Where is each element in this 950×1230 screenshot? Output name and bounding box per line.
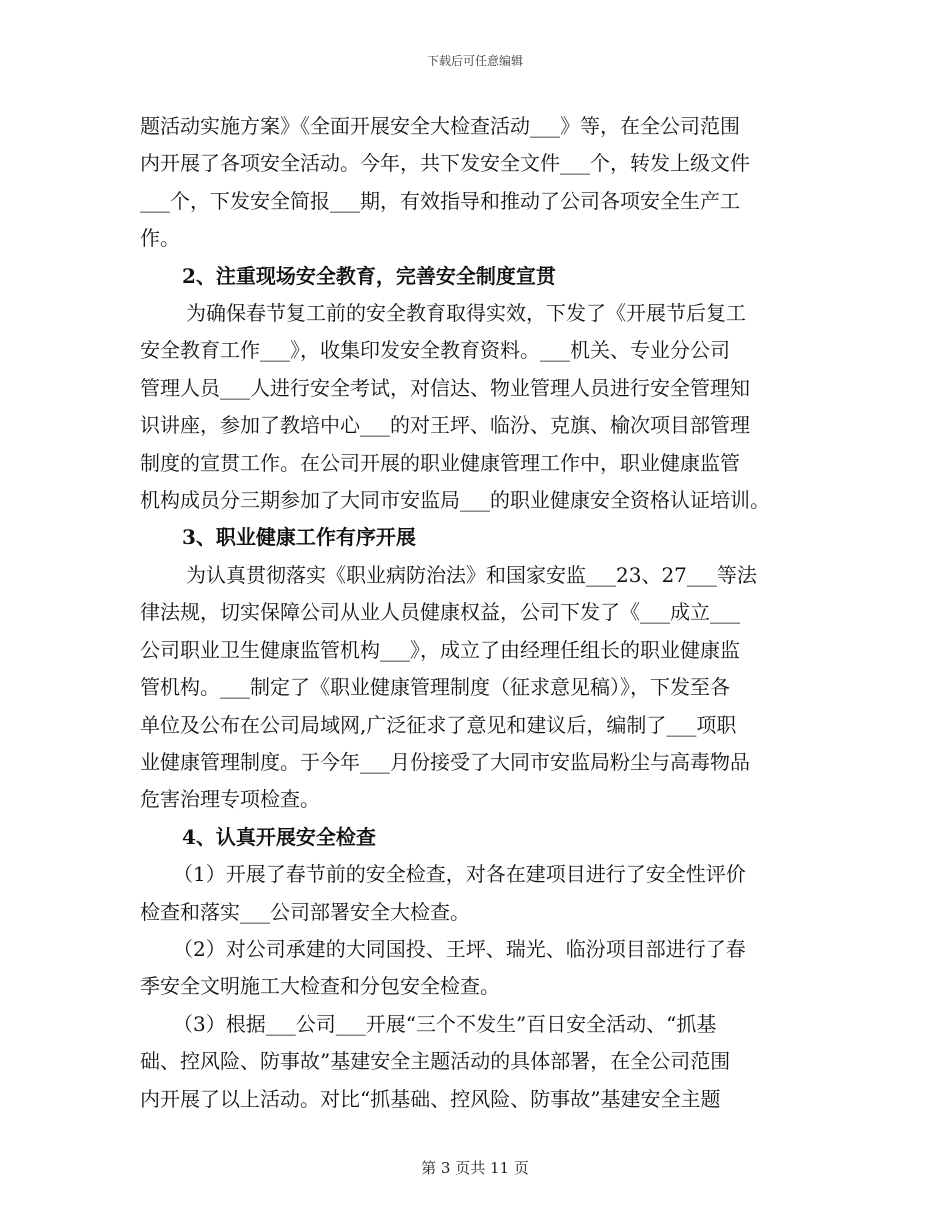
paragraph-safety-education [140,295,815,519]
paragraph-check-item-1 [140,856,815,931]
paragraph-check-item-2 [140,931,815,1006]
page-header: 下载后可任意编辑 [426,54,523,68]
text-line: （2）对公司承建的大同国投、王坪、瑞光、临汾项目部进行了春 [173,936,746,961]
text-line: 础、控风险、防事故”基建安全主题活动的具体部署，在全公司范围 [140,1049,731,1074]
text-line: 单位及公布在公司局域网,广泛征求了意见和建议后，编制了___项职 [140,712,737,737]
text-line: 业健康管理制度。于今年___月份接受了大同市安监局粉尘与高毒物品 [140,749,750,774]
text-line: 制度的宣贯工作。在公司开展的职业健康管理工作中，职业健康监管 [140,450,740,475]
text-line: 机构成员分三期参加了大同市安监局___的职业健康安全资格认证培训。 [140,488,770,513]
text-line: 题活动实施方案》《全面开展安全大检查活动___》等，在全公司范围 [140,114,740,138]
text-line: 安全教育工作___》，收集印发安全教育资料。___机关、专业分公司 [140,338,730,363]
text-line: 作。 [140,226,180,251]
text-line: 识讲座，参加了教培中心___的对王坪、临汾、克旗、榆次项目部管理 [140,413,750,438]
paragraph-activities-summary [140,108,815,258]
text-line: （1）开展了春节前的安全检查，对各在建项目进行了安全性评价 [173,862,746,887]
section-heading-4: 4、认真开展安全检查 [182,824,376,849]
paragraph-check-item-3 [140,1006,815,1118]
text-line: 内开展了以上活动。对比“抓基础、控风险、防事故”基建安全主题 [140,1086,721,1111]
text-line: 为确保春节复工前的安全教育取得实效，下发了《开展节后复工 [186,301,746,326]
text-line: 检查和落实___公司部署安全大检查。 [140,899,470,924]
section-heading-3: 3、职业健康工作有序开展 [182,525,416,550]
text-line: ___个，下发安全简报___期，有效指导和推动了公司各项安全生产工 [140,188,740,213]
text-line: 管机构。___制定了《职业健康管理制度（征求意见稿）》，下发至各 [140,675,730,700]
text-line: （3）根据___公司___开展“三个不发生”百日安全活动、“抓基 [173,1011,717,1036]
text-line: 公司职业卫生健康监管机构___》，成立了由经理任组长的职业健康监 [140,637,740,662]
section-heading-2: 2、注重现场安全教育，完善安全制度宣贯 [182,263,556,288]
text-line: 危害治理专项检查。 [140,787,320,812]
text-line: 内开展了各项安全活动。今年，共下发安全文件___个，转发上级文件 [140,151,750,176]
text-line: 季安全文明施工大检查和分包安全检查。 [140,974,500,999]
document-body [140,108,815,1118]
text-line: 为认真贯彻落实《职业病防治法》和国家安监___23、27___等法 [186,562,757,587]
text-line: 管理人员___人进行安全考试，对信达、物业管理人员进行安全管理知 [140,375,750,400]
paragraph-occupational-health [140,557,815,819]
page-footer: 第 3 页共 11 页 [421,1159,529,1177]
text-line: 律法规，切实保障公司从业人员健康权益，公司下发了《___成立___ [140,600,740,625]
